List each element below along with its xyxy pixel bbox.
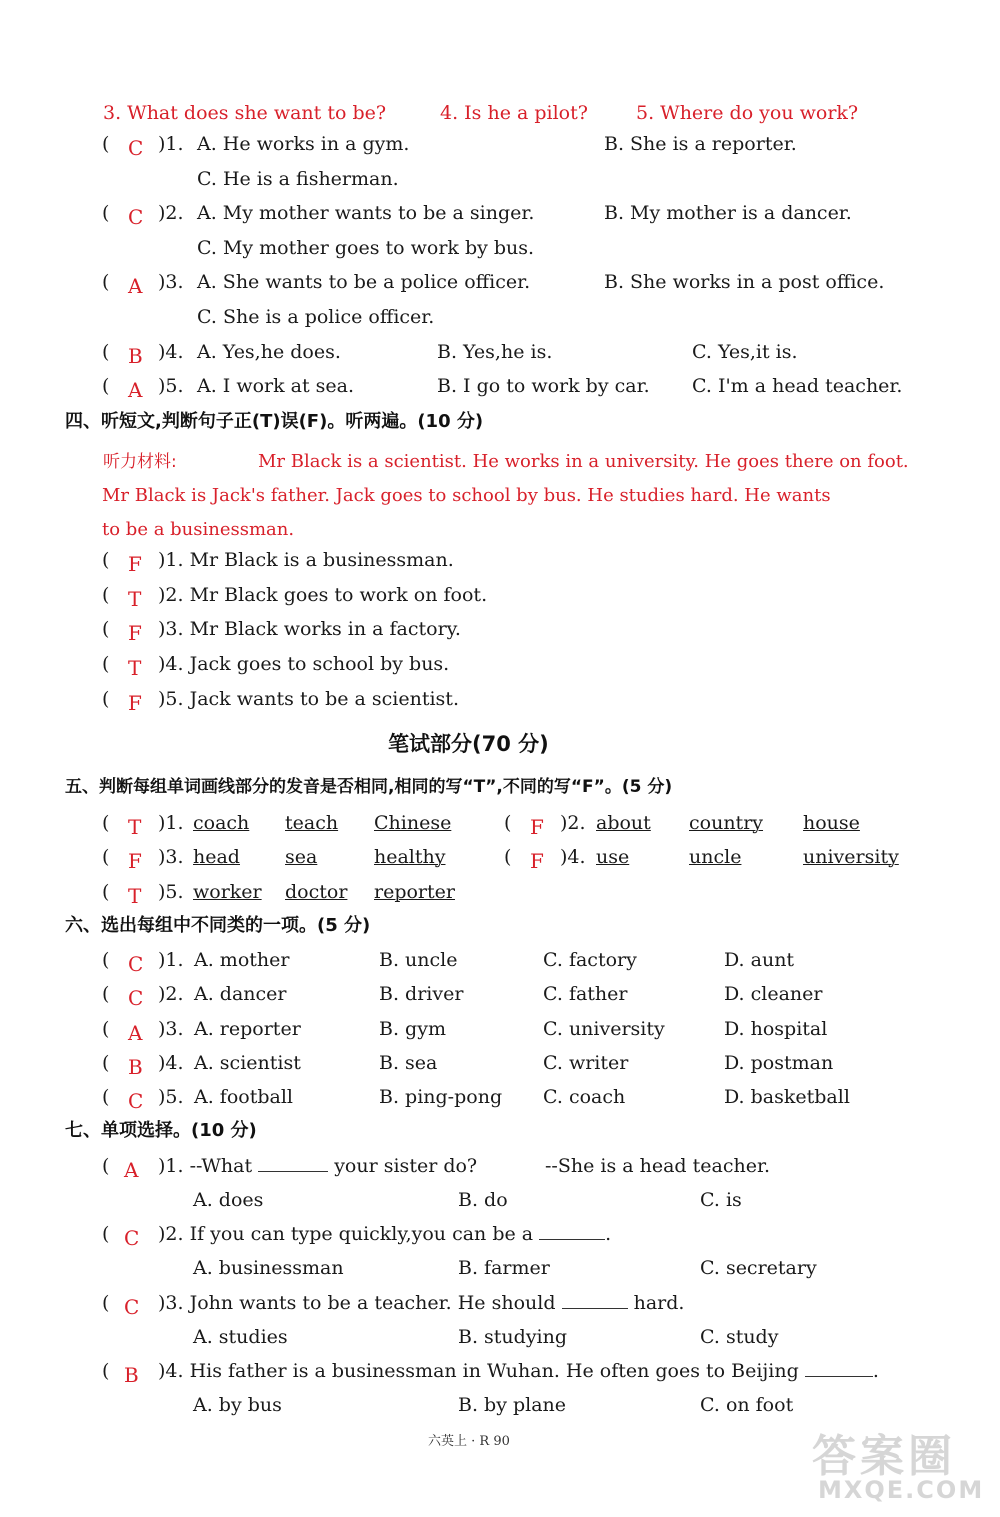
option-a: A. She wants to be a police officer. — [197, 271, 531, 293]
answer-blank — [539, 1239, 605, 1240]
option-b: B. Yes,he is. — [437, 341, 553, 363]
answer-mark: A — [124, 1158, 139, 1182]
option-d: D. basketball — [724, 1086, 850, 1108]
word: doctor — [285, 881, 348, 903]
answer-key-q4: 4. Is he a pilot? — [440, 102, 588, 124]
part6-heading: 六、选出每组中不同类的一项。(5 分) — [65, 915, 371, 936]
question-stem-end: your sister do? — [334, 1155, 478, 1177]
part5-heading: 五、判断每组单词画线部分的发音是否相同,相同的写“T”,不同的写“F”。(5 分) — [65, 777, 673, 797]
option-a: A. mother — [194, 949, 290, 971]
word: reporter — [374, 881, 455, 903]
answer-mark: F — [530, 849, 544, 873]
item-number: )3. — [158, 271, 184, 293]
item-number: )3. — [158, 1018, 184, 1040]
option-c: C. father — [543, 983, 628, 1005]
answer-mark: C — [128, 1089, 144, 1113]
option-b: B. by plane — [458, 1394, 567, 1416]
item-number: )3. — [158, 846, 184, 868]
option-c: C. on foot — [700, 1394, 794, 1416]
answer-mark: F — [530, 815, 544, 839]
option-a: A. does — [193, 1189, 264, 1211]
option-d: D. postman — [724, 1052, 834, 1074]
part4-heading: 四、听短文,判断句子正(T)误(F)。听两遍。(10 分) — [65, 411, 484, 432]
material-label: 听力材料: — [103, 452, 177, 472]
listening-material-line-3: to be a businessman. — [102, 519, 295, 540]
option-b: B. gym — [379, 1018, 446, 1040]
option-a: A. reporter — [194, 1018, 301, 1040]
answer-mark: T — [128, 656, 142, 680]
answer-mark: T — [128, 815, 142, 839]
watermark-url-text: MXQE.COM — [818, 1476, 985, 1504]
statement: )2. Mr Black goes to work on foot. — [158, 584, 488, 606]
option-b: B. driver — [379, 983, 464, 1005]
statement: )1. Mr Black is a businessman. — [158, 549, 454, 571]
answer-mark: C — [128, 205, 144, 229]
option-a: A. football — [194, 1086, 293, 1108]
option-b: B. She works in a post office. — [604, 271, 885, 293]
item-number: )1. — [158, 812, 184, 834]
option-c: C. is — [700, 1189, 742, 1211]
item-number: )2. — [560, 812, 586, 834]
word: Chinese — [374, 812, 452, 834]
word: country — [689, 812, 764, 834]
answer-mark: C — [128, 136, 144, 160]
word: teach — [285, 812, 339, 834]
answer-key-q5: 5. Where do you work? — [636, 102, 859, 124]
option-a: A. dancer — [194, 983, 287, 1005]
listening-material-line-1: Mr Black is a scientist. He works in a university. He goes there on foot. — [258, 451, 909, 472]
item-number: )1. — [158, 949, 184, 971]
answer-mark: T — [128, 587, 142, 611]
option-a: A. I work at sea. — [197, 375, 355, 397]
option-c: C. secretary — [700, 1257, 817, 1279]
option-d: D. hospital — [724, 1018, 828, 1040]
item-number: )5. — [158, 1086, 184, 1108]
written-section-title: 笔试部分(70 分) — [388, 732, 549, 756]
option-a: A. studies — [193, 1326, 288, 1348]
option-a: A. Yes,he does. — [197, 341, 341, 363]
item-number: )5. — [158, 881, 184, 903]
option-b: B. uncle — [379, 949, 458, 971]
item-number: )4. — [158, 1052, 184, 1074]
question-stem: )2. If you can type quickly,you can be a — [158, 1223, 534, 1245]
word: sea — [285, 846, 318, 868]
option-b: B. My mother is a dancer. — [604, 202, 852, 224]
item-number: )1. — [158, 133, 184, 155]
answer-mark: A — [128, 1021, 143, 1045]
item-number: )2. — [158, 983, 184, 1005]
statement: )5. Jack wants to be a scientist. — [158, 688, 459, 710]
answer-mark: F — [128, 849, 142, 873]
answer-mark: C — [124, 1226, 140, 1250]
option-a: A. My mother wants to be a singer. — [197, 202, 535, 224]
option-c: C. factory — [543, 949, 637, 971]
option-b: B. do — [458, 1189, 508, 1211]
answer-blank — [805, 1376, 873, 1377]
part7-heading: 七、单项选择。(10 分) — [65, 1120, 257, 1141]
statement: )4. Jack goes to school by bus. — [158, 653, 450, 675]
word: coach — [193, 812, 250, 834]
word: healthy — [374, 846, 446, 868]
option-d: D. aunt — [724, 949, 795, 971]
item-number: )2. — [158, 202, 184, 224]
answer-mark: F — [128, 552, 142, 576]
option-c: C. I'm a head teacher. — [692, 375, 903, 397]
option-c: C. writer — [543, 1052, 629, 1074]
option-a: A. businessman — [193, 1257, 344, 1279]
option-b: B. ping-pong — [379, 1086, 503, 1108]
answer-mark: T — [128, 884, 142, 908]
item-number: )4. — [560, 846, 586, 868]
option-b: B. studying — [458, 1326, 568, 1348]
option-a: A. scientist — [194, 1052, 301, 1074]
option-b: B. sea — [379, 1052, 438, 1074]
watermark-logo-text: 答案圈 — [812, 1431, 956, 1482]
answer-mark: C — [128, 986, 144, 1010]
statement: )3. Mr Black works in a factory. — [158, 618, 461, 640]
question-stem: )1. --What — [158, 1155, 253, 1177]
option-a: A. He works in a gym. — [197, 133, 410, 155]
question-stem: )3. John wants to be a teacher. He should — [158, 1292, 556, 1314]
option-b: B. farmer — [458, 1257, 550, 1279]
dialogue-reply: --She is a head teacher. — [545, 1155, 770, 1177]
word: worker — [193, 881, 262, 903]
answer-mark: F — [128, 621, 142, 645]
answer-mark: A — [128, 274, 143, 298]
answer-mark: B — [128, 344, 143, 368]
word: university — [803, 846, 899, 868]
question-stem-end: hard. — [633, 1292, 685, 1314]
listening-material-line-2: Mr Black is Jack's father. Jack goes to school by bus. He studies hard. He wants — [102, 485, 831, 506]
item-number: )5. — [158, 375, 184, 397]
answer-mark: B — [124, 1363, 139, 1387]
item-number: )4. — [158, 341, 184, 363]
word: head — [193, 846, 240, 868]
answer-blank — [562, 1308, 628, 1309]
word: use — [596, 846, 630, 868]
option-c: C. university — [543, 1018, 665, 1040]
question-stem-end: . — [605, 1223, 612, 1245]
question-stem-end: . — [872, 1360, 879, 1382]
answer-mark: F — [128, 691, 142, 715]
answer-mark: C — [124, 1295, 140, 1319]
word: uncle — [689, 846, 742, 868]
option-c: C. My mother goes to work by bus. — [197, 237, 535, 259]
answer-mark: A — [128, 378, 143, 402]
option-c: C. Yes,it is. — [692, 341, 798, 363]
option-d: D. cleaner — [724, 983, 823, 1005]
option-b: B. She is a reporter. — [604, 133, 797, 155]
option-b: B. I go to work by car. — [437, 375, 650, 397]
page-footer: 六英上 · R 90 — [428, 1434, 510, 1449]
answer-key-q3: 3. What does she want to be? — [103, 102, 387, 124]
option-c: C. study — [700, 1326, 779, 1348]
word: house — [803, 812, 860, 834]
option-c: C. She is a police officer. — [197, 306, 435, 328]
option-c: C. coach — [543, 1086, 626, 1108]
option-c: C. He is a fisherman. — [197, 168, 399, 190]
answer-mark: C — [128, 952, 144, 976]
answer-blank — [258, 1171, 328, 1172]
word: about — [596, 812, 651, 834]
option-a: A. by bus — [193, 1394, 282, 1416]
question-stem: )4. His father is a businessman in Wuhan. He often goes to Beijing — [158, 1360, 799, 1382]
answer-mark: B — [128, 1055, 143, 1079]
